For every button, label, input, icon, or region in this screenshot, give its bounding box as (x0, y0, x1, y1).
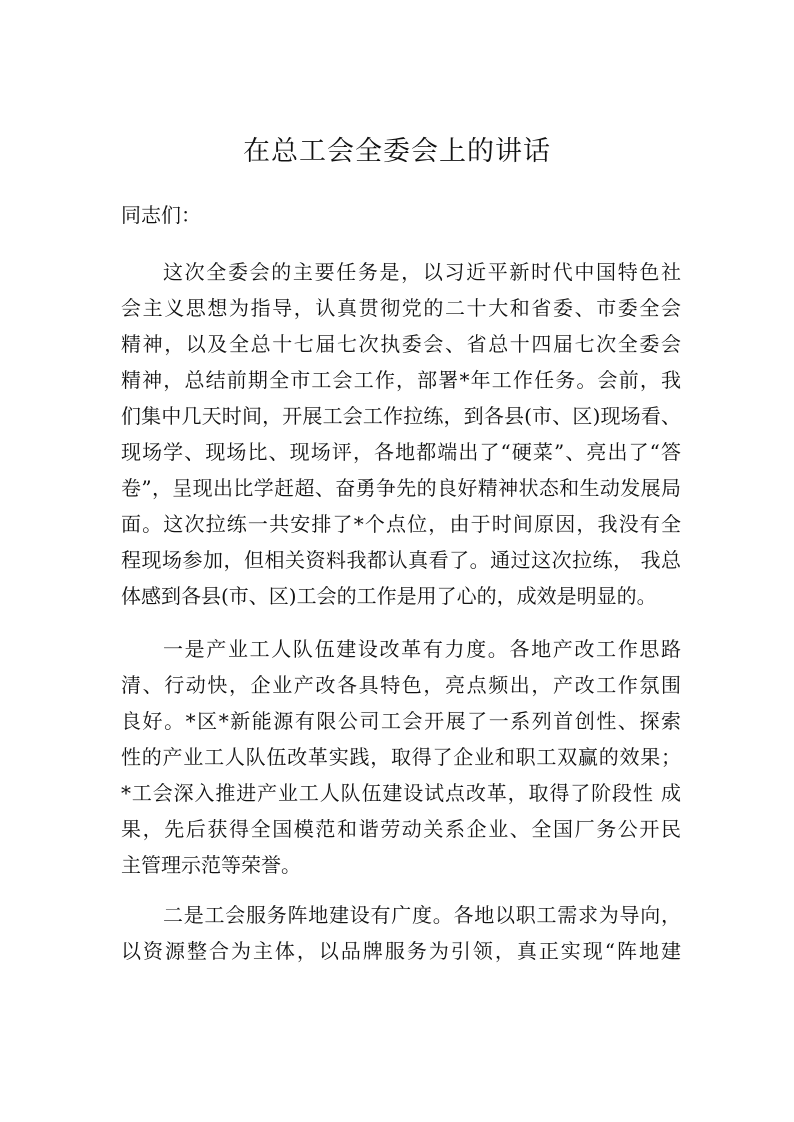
paragraph-line: 体感到各县(市、区)工会的工作是用了心的，成效是明显的。 (121, 584, 657, 608)
paragraph-line: 卷”，呈现出比学赶超、奋勇争先的良好精神状态和生动发展局 (121, 476, 681, 500)
paragraph-line: 精神，以及全总十七届七次执委会、省总十四届七次全委会 (121, 332, 681, 356)
paragraph-line: 二是工会服务阵地建设有广度。各地以职工需求为导向， (163, 903, 681, 927)
document-title: 在总工会全委会上的讲话 (243, 136, 551, 167)
paragraph-line: 现场学、现场比、现场评，各地都端出了“硬菜”、亮出了“答 (121, 440, 681, 464)
paragraph-line: 这次全委会的主要任务是，以习近平新时代中国特色社 (163, 260, 681, 284)
paragraph-line: 果，先后获得全国模范和谐劳动关系企业、全国厂务公开民 (121, 817, 681, 841)
paragraph-line: 程现场参加，但相关资料我都认真看了。通过这次拉练， 我总 (121, 548, 681, 572)
paragraph-line: 主管理示范等荣誉。 (121, 853, 301, 877)
paragraph-line: *工会深入推进产业工人队伍建设试点改革，取得了阶段性 成 (121, 781, 681, 805)
paragraph-line: 会主义思想为指导，认真贯彻党的二十大和省委、市委全会 (121, 296, 681, 320)
paragraph-line: 性的产业工人队伍改革实践，取得了企业和职工双赢的效果； (121, 745, 681, 769)
paragraph-line: 以资源整合为主体，以品牌服务为引领，真正实现“阵地建 (121, 939, 681, 963)
salutation: 同志们： (121, 203, 201, 227)
paragraph-line: 精神，总结前期全市工会工作，部署*年工作任务。会前，我 (121, 368, 681, 392)
paragraph-line: 们集中几天时间，开展工会工作拉练，到各县(市、区)现场看、 (121, 404, 681, 428)
paragraph-line: 良好。*区*新能源有限公司工会开展了一系列首创性、探索 (121, 709, 681, 733)
paragraph-line: 一是产业工人队伍建设改革有力度。各地产改工作思路 (163, 637, 681, 661)
paragraph-line: 面。这次拉练一共安排了*个点位，由于时间原因，我没有全 (121, 512, 681, 536)
paragraph-line: 清、行动快，企业产改各具特色，亮点频出，产改工作氛围 (121, 673, 681, 697)
